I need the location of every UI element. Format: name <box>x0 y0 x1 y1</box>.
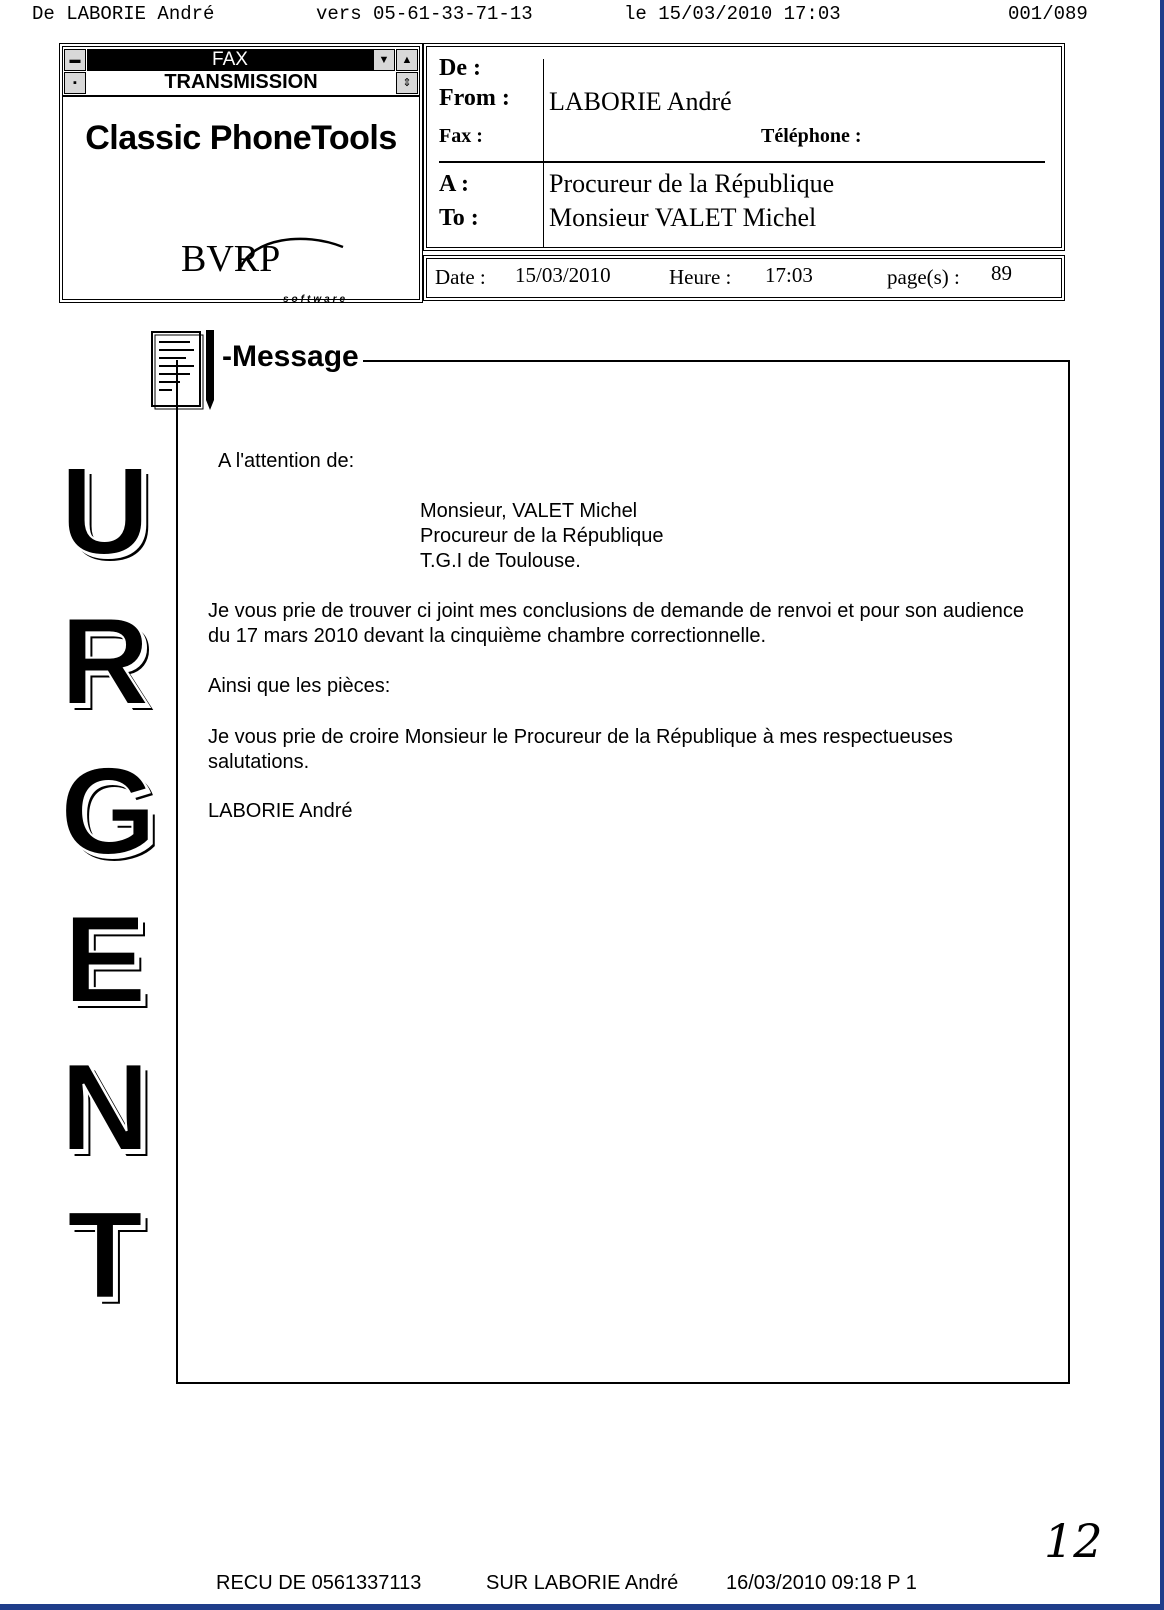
from-label: From : <box>439 85 510 111</box>
logo-title-transmission: TRANSMISSION <box>164 71 318 93</box>
addressee-line-1: Monsieur, VALET Michel <box>420 500 638 522</box>
fax-header-page: 001/089 <box>1008 3 1088 25</box>
logo-window-titlebar <box>63 47 419 97</box>
fax-header-datetime: le 15/03/2010 17:03 <box>624 3 841 25</box>
company-sub: software <box>283 294 349 305</box>
recipient-line2: Monsieur VALET Michel <box>549 203 817 232</box>
fax-label: Fax : <box>439 125 483 147</box>
heure-label: Heure : <box>669 265 732 289</box>
paragraph-3-line-1: Je vous prie de croire Monsieur le Procureur de la République à mes respectueuses <box>208 726 953 748</box>
heure-value: 17:03 <box>765 263 813 287</box>
product-name: Classic PhoneTools <box>85 119 397 157</box>
date-label: Date : <box>435 265 486 289</box>
pages-label: page(s) : <box>887 265 960 289</box>
sender-name: LABORIE André <box>549 87 732 116</box>
urgent-letter-g: G <box>60 743 157 881</box>
to-label: To : <box>439 205 479 231</box>
footer-recu: RECU DE 0561337113 <box>216 1572 422 1594</box>
address-divider-horizontal <box>439 161 1045 163</box>
addressee-line-3: T.G.I de Toulouse. <box>420 550 581 572</box>
message-title: -Message <box>222 340 363 374</box>
de-label: De : <box>439 55 481 81</box>
paragraph-1-line-2: du 17 mars 2010 devant la cinquième chambre correctionnelle. <box>208 625 767 647</box>
address-box <box>426 46 1062 248</box>
paragraph-2: Ainsi que les pièces: <box>208 675 391 697</box>
handwritten-page-number: 12 <box>1044 1514 1103 1568</box>
company-logo: BVRP <box>181 238 281 280</box>
urgent-letter-e: E <box>63 891 147 1029</box>
pages-value: 89 <box>991 261 1012 285</box>
urgent-letter-u: U <box>60 443 150 581</box>
fax-header-to-number: vers 05-61-33-71-13 <box>316 3 533 25</box>
logo-title-fax: FAX <box>87 49 373 71</box>
maximize-icon: ▲ <box>396 49 418 71</box>
window-menu-icon: ▬ <box>64 49 86 71</box>
attention-line: A l'attention de: <box>218 450 355 472</box>
logo-window <box>62 46 420 305</box>
date-value: 15/03/2010 <box>515 263 611 287</box>
address-divider-vertical <box>543 59 544 247</box>
urgent-letter-t: T <box>67 1187 143 1325</box>
urgent-letter-r: R <box>60 593 150 731</box>
footer-sur: SUR LABORIE André <box>486 1572 679 1594</box>
signature: LABORIE André <box>208 800 353 822</box>
paragraph-3-line-2: salutations. <box>208 751 310 773</box>
urgent-letter-n: N <box>60 1039 150 1177</box>
fax-header-from: De LABORIE André <box>32 3 215 25</box>
minimize-icon: ▼ <box>373 49 395 71</box>
footer-received: 16/03/2010 09:18 P 1 <box>726 1572 917 1594</box>
telephone-label: Téléphone : <box>761 125 862 147</box>
addressee-line-2: Procureur de la République <box>420 525 664 547</box>
recipient-line1: Procureur de la République <box>549 169 835 198</box>
window-menu-icon-lower: ▪ <box>64 72 86 94</box>
scroll-arrows-icon: ⇕ <box>396 72 418 94</box>
a-label: A : <box>439 171 469 197</box>
paragraph-1-line-1: Je vous prie de trouver ci joint mes conclusions de demande de renvoi et pour son audience <box>208 600 1025 622</box>
date-box <box>426 258 1062 298</box>
